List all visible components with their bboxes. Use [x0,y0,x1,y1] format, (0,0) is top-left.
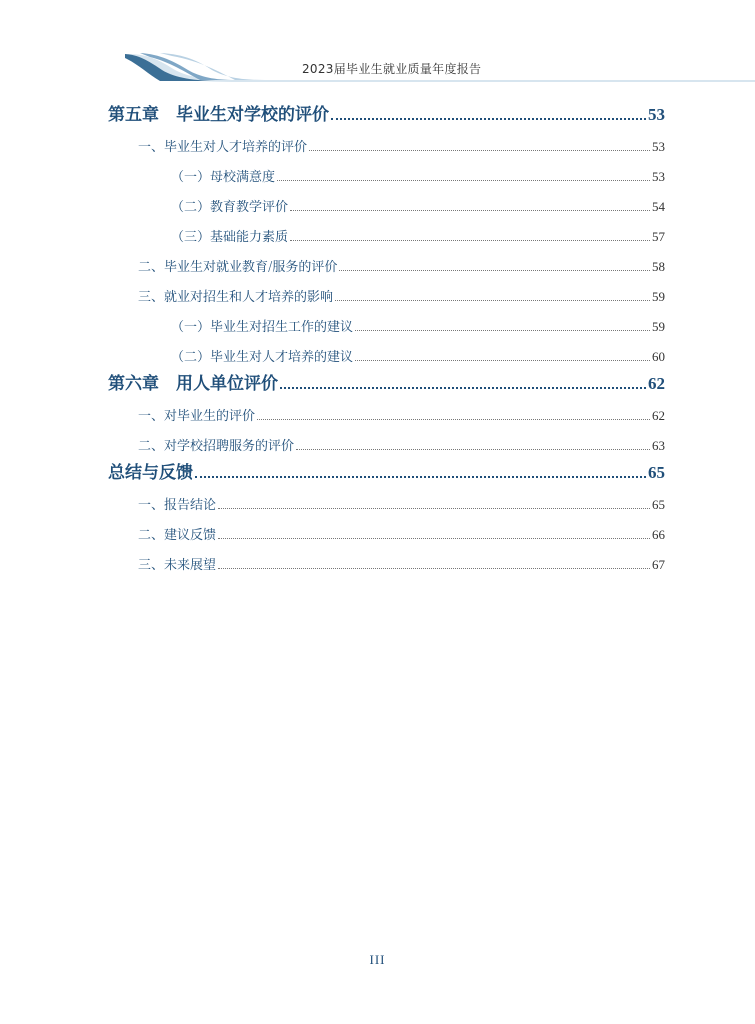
toc-entry-label: 第六章 用人单位评价 [108,374,278,394]
toc-entry-page: 65 [652,497,665,512]
toc-entry-page: 65 [648,463,665,482]
toc-entry[interactable] [108,335,665,365]
toc-entry[interactable] [108,215,665,245]
toc-entry-page: 59 [652,289,665,304]
toc-entry-page: 53 [652,169,665,184]
toc-entry-label: 第五章 毕业生对学校的评价 [108,105,329,125]
toc-entry-label: （二）毕业生对人才培养的建议 [171,350,354,365]
dot-leader [218,507,650,509]
toc-entry-page: 66 [652,527,665,542]
toc-chapter-entry[interactable] [108,454,665,483]
toc-entry[interactable] [108,185,665,215]
toc-entry-label: （二）教育教学评价 [171,200,289,215]
toc-entry-page: 57 [652,229,665,244]
toc-entry-label: 一、毕业生对人才培养的评价 [138,140,308,155]
toc-chapter-entry[interactable] [108,365,665,394]
toc-entry[interactable] [108,394,665,424]
toc-entry-label: 二、对学校招聘服务的评价 [138,439,295,454]
dot-leader [277,179,650,181]
dot-leader [280,386,646,389]
toc-entry[interactable] [108,155,665,185]
toc-entry[interactable] [108,543,665,573]
dot-leader [339,269,650,271]
toc-entry-label: 一、报告结论 [138,498,217,513]
toc-entry-label: 三、就业对招生和人才培养的影响 [138,290,334,305]
dot-leader [257,418,650,420]
toc-entry-page: 67 [652,557,665,572]
header-title: 2023届毕业生就业质量年度报告 [302,62,482,76]
toc-entry[interactable] [108,125,665,155]
dot-leader [290,209,650,211]
dot-leader [335,299,650,301]
toc-entry-label: 二、毕业生对就业教育/服务的评价 [138,260,338,275]
dot-leader [296,448,650,450]
toc-entry[interactable] [108,305,665,335]
table-of-contents [108,96,665,573]
toc-entry-label: （三）基础能力素质 [171,230,289,245]
toc-entry-page: 62 [652,408,665,423]
toc-entry[interactable] [108,424,665,454]
toc-entry-page: 53 [652,139,665,154]
toc-entry-label: 二、建议反馈 [138,528,217,543]
toc-entry-page: 62 [648,374,665,393]
toc-entry-page: 54 [652,199,665,214]
dot-leader [331,117,646,120]
toc-entry-label: 三、未来展望 [138,558,217,573]
toc-entry-page: 58 [652,259,665,274]
toc-entry[interactable] [108,275,665,305]
toc-entry-label: （一）母校满意度 [171,170,276,185]
toc-chapter-entry[interactable] [108,96,665,125]
dot-leader [355,359,650,361]
toc-entry[interactable] [108,513,665,543]
toc-entry-label: （一）毕业生对招生工作的建议 [171,320,354,335]
toc-entry-page: 53 [648,105,665,124]
page-number: III [369,952,386,967]
dot-leader [290,239,650,241]
page-header [0,0,755,90]
dot-leader [355,329,650,331]
dot-leader [218,537,650,539]
toc-entry-page: 59 [652,319,665,334]
toc-entry-label: 一、对毕业生的评价 [138,409,256,424]
toc-entry[interactable] [108,245,665,275]
toc-entry-page: 63 [652,438,665,453]
dot-leader [218,567,650,569]
toc-entry[interactable] [108,483,665,513]
dot-leader [309,149,650,151]
toc-entry-page: 60 [652,349,665,364]
dot-leader [195,475,646,478]
toc-entry-label: 总结与反馈 [108,463,193,483]
